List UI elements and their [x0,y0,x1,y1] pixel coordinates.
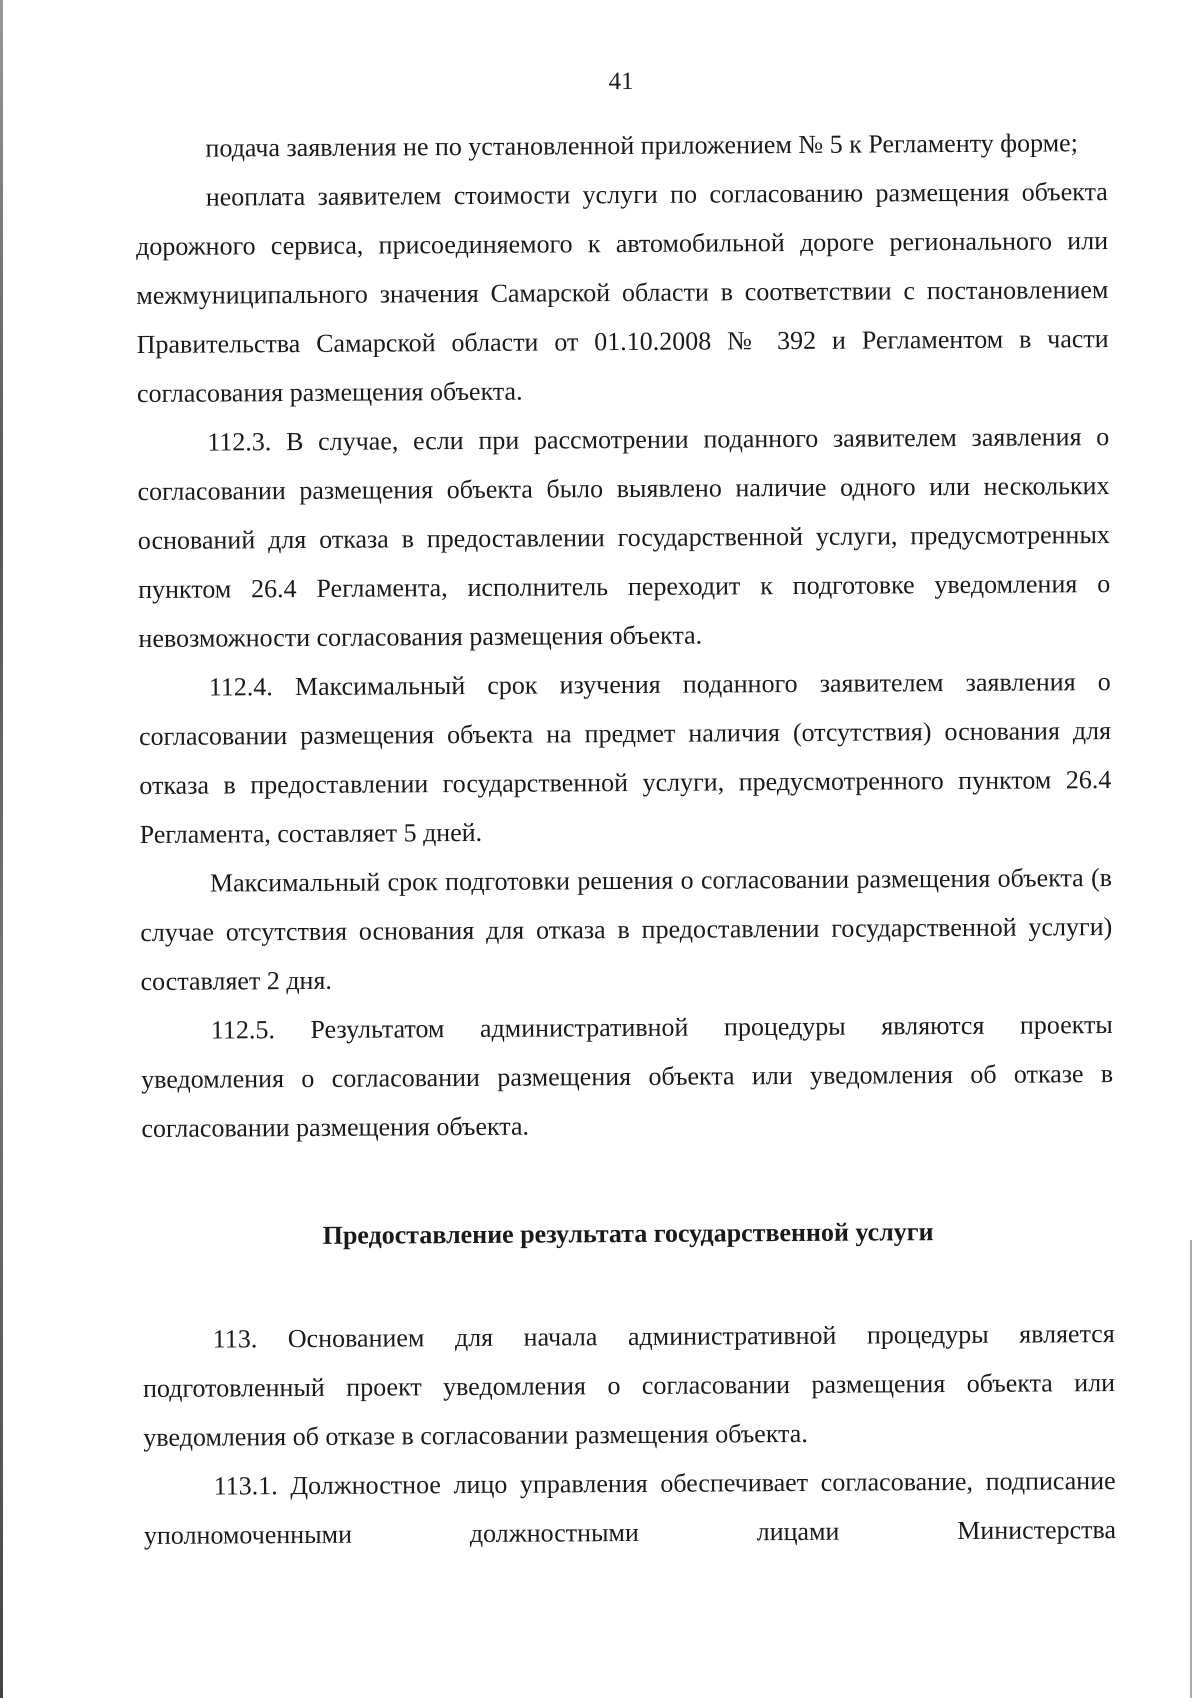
paragraph-max-term: Максимальный срок подготовки решения о согласовании размещения объекта (в случае отсутствия основания для отказа в предоставлении государственной услуги) составляет 2 дня. [140,863,1113,996]
paragraph-112-4: 112.4. Максимальный срок изучения поданного заявителем заявления о согласовании размещения объекта на предмет наличия (отсутствия) основания для отказа в предоставлении государственной услуги, предусмотренного пунктом 26.4 Регламента, составляет 5 дней. [138,667,1112,849]
paragraph-113-1: 113.1. Должностное лицо управления обеспечивает согласование, подписание уполномоченными должностными лицами Министерства [143,1466,1117,1550]
page-number: 41 [608,67,634,96]
paragraph-112-3: 112.3. В случае, если при рассмотрении поданного заявителем заявления о согласовании размещения объекта было выявлено наличие одного или нескольких оснований для отказа в предоставлении государственной услуги, предусмотренных пунктом 26.4 Регламента, исполнитель переходит к подготовке уведомления о невозможности согласования размещения объекта. [137,422,1111,653]
paragraph-application-form: подача заявления не по установленной приложением № 5 к Регламенту форме; [205,128,1078,163]
scan-edge-left [0,0,3,1698]
paragraph-nonpayment: неоплата заявителем стоимости услуги по согласованию размещения объекта дорожного сервиса, присоединяемого к автомобильной дороге регионального или межмуниципального значения Самарской области в соответствии с постановлением Правительства Самарской области от 01.10.2008 № 392 и Регламентом в части согласования размещения объекта. [135,177,1109,408]
paragraph-113: 113. Основанием для начала административной процедуры является подготовленный проект уведомления о согласовании размещения объекта или уведомления об отказе в согласовании размещения объекта. [142,1319,1116,1452]
section-heading: Предоставление результата государственной услуги [322,1217,934,1250]
document-page [135,64,1116,1560]
paragraph-112-5: 112.5. Результатом административной процедуры являются проекты уведомления о согласовании размещения объекта или уведомления об отказе в согласовании размещения объекта. [141,1010,1114,1143]
scan-edge-right [1190,1240,1192,1698]
